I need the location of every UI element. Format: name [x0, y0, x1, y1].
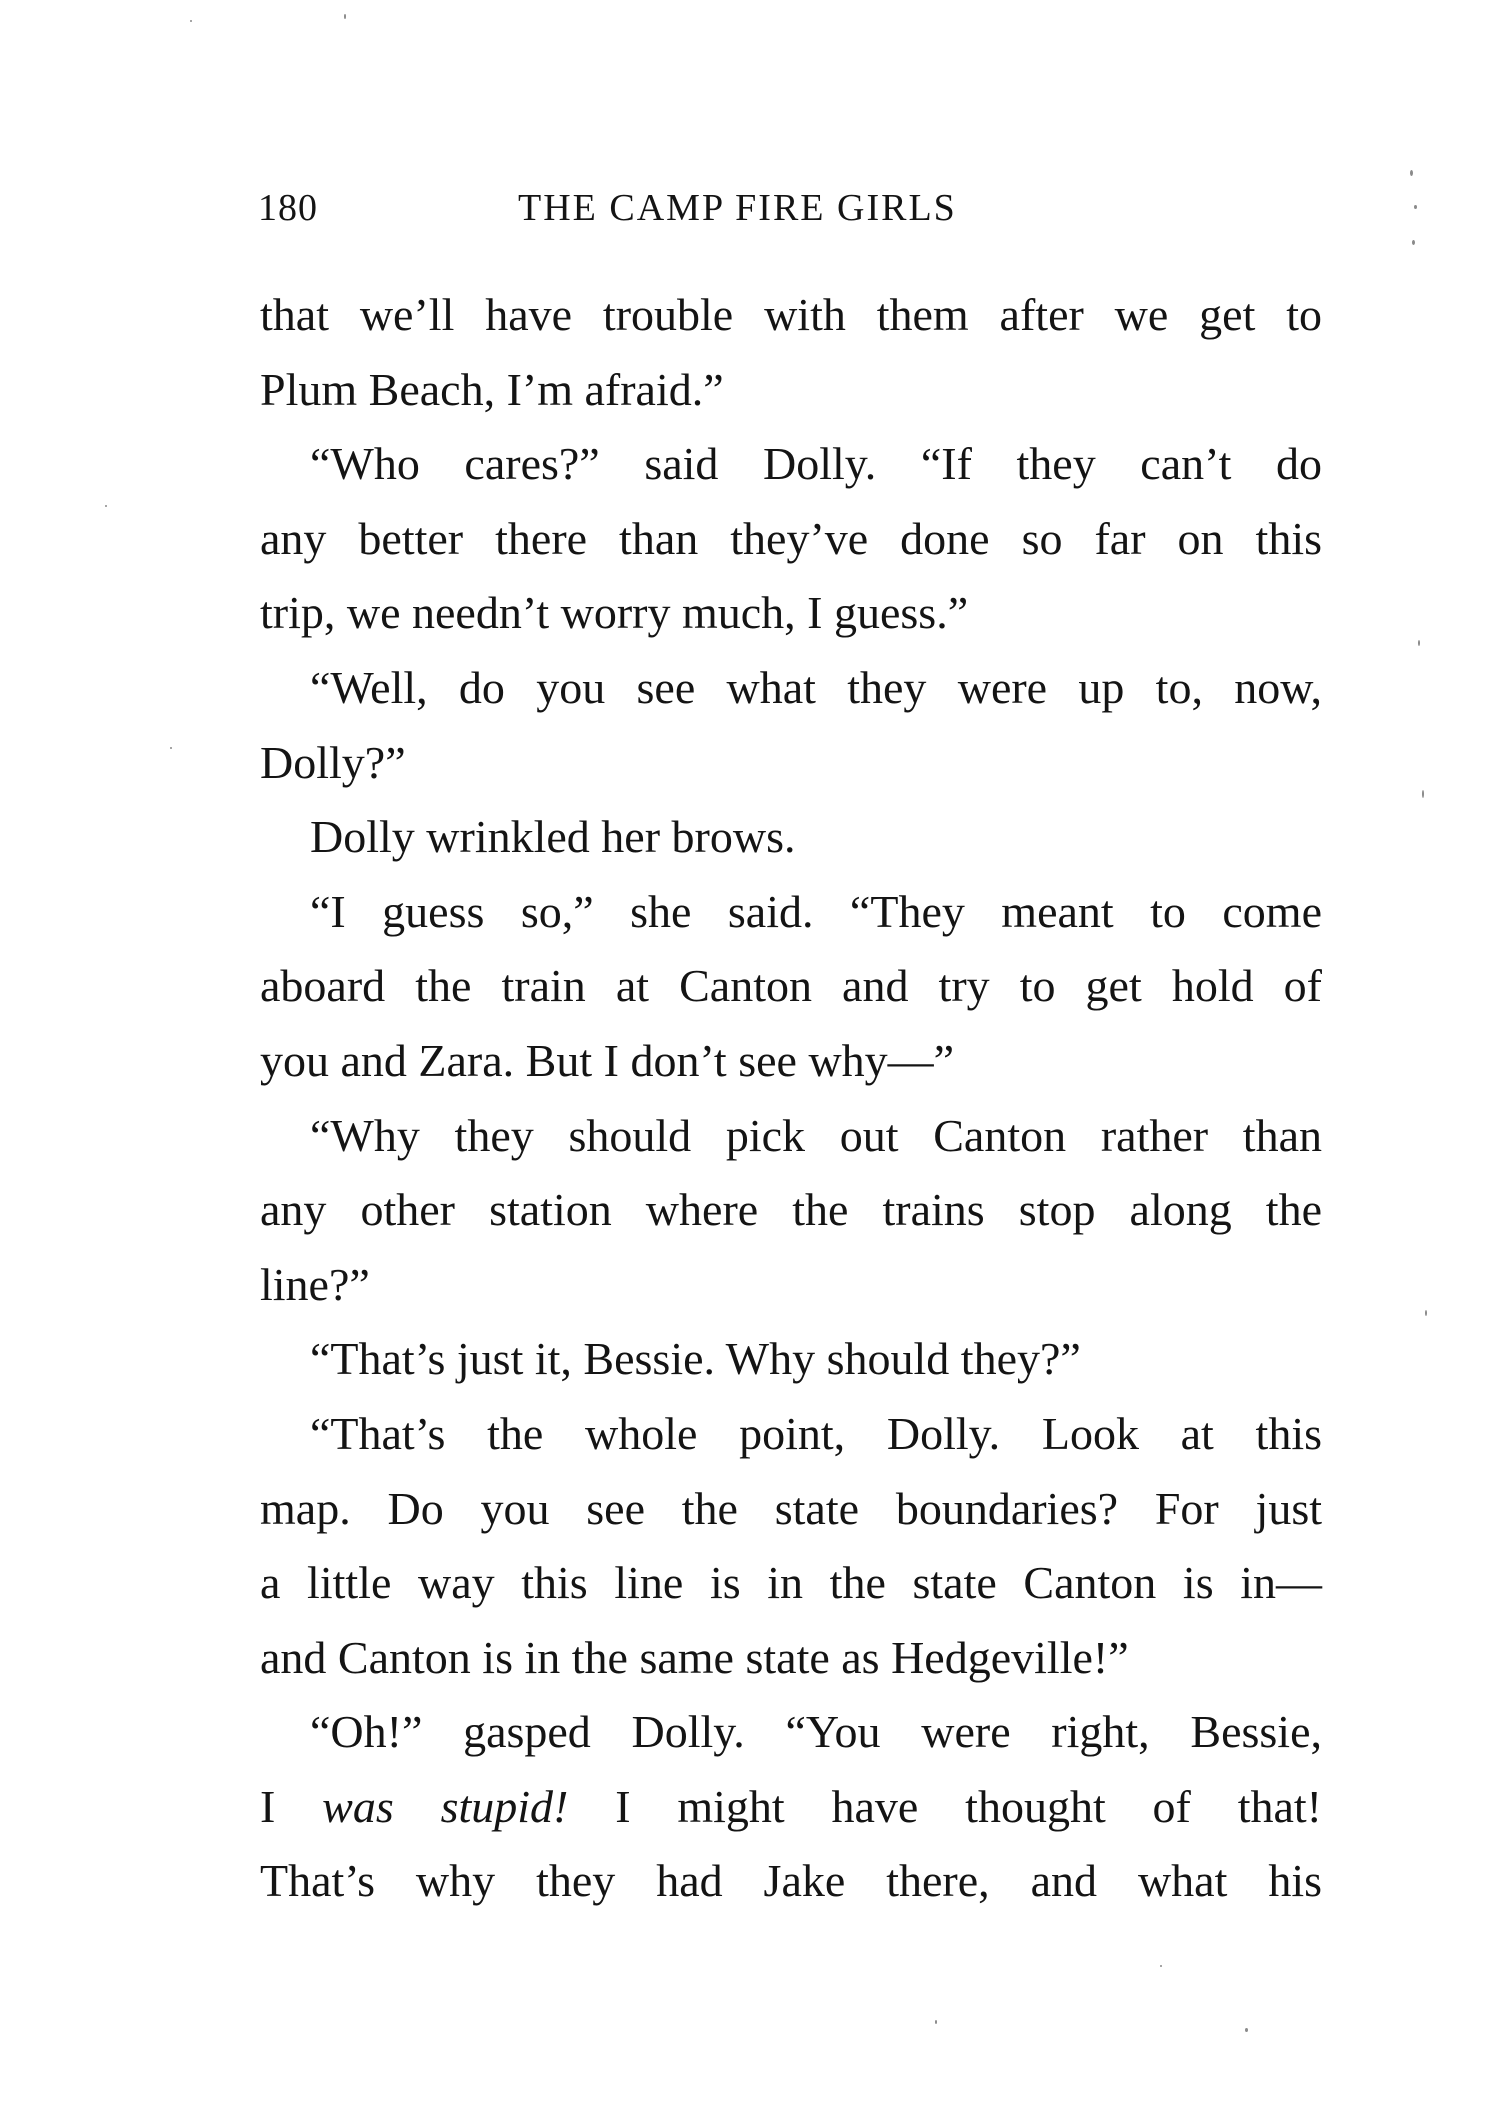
text-line-with-italic	[260, 1770, 1322, 1845]
paper-speck	[1425, 1310, 1427, 1316]
paper-speck	[1410, 170, 1413, 176]
text-line: trip, we needn’t worry much, I guess.”	[260, 587, 969, 639]
italic-text: was stupid!	[322, 1780, 569, 1832]
text-line: map. Do you see the state boundaries? For just	[260, 1482, 1322, 1534]
text-line: “I guess so,” she said. “They meant to come	[310, 885, 1322, 937]
text-line: That’s why they had Jake there, and what his	[260, 1855, 1322, 1907]
text-segment: I	[260, 1780, 323, 1832]
paper-speck	[1418, 640, 1420, 646]
paper-speck	[190, 20, 192, 22]
paper-speck	[1422, 790, 1424, 798]
text-segment: I might have thought of that!	[568, 1780, 1322, 1832]
body-text	[260, 278, 1322, 1919]
paper-speck	[344, 14, 346, 19]
book-title: THE CAMP FIRE GIRLS	[518, 187, 957, 229]
text-line: Dolly wrinkled her brows.	[310, 811, 796, 863]
text-line: “Who cares?” said Dolly. “If they can’t do	[310, 438, 1322, 490]
text-line: “Well, do you see what they were up to, now,	[310, 661, 1322, 713]
paper-speck	[1245, 2028, 1248, 2032]
page-number: 180	[258, 187, 318, 229]
text-line: “Oh!” gasped Dolly. “You were right, Bessie,	[310, 1706, 1322, 1758]
paper-speck	[1412, 240, 1415, 245]
paper-speck	[105, 505, 107, 507]
text-line: Plum Beach, I’m afraid.”	[260, 363, 724, 415]
paper-speck	[1414, 205, 1417, 209]
text-line: you and Zara. But I don’t see why—”	[260, 1034, 955, 1086]
text-line: any other station where the trains stop along the	[260, 1184, 1322, 1236]
text-line: a little way this line is in the state Canton is in—	[260, 1557, 1322, 1609]
paper-speck	[935, 2020, 937, 2024]
text-line: “Why they should pick out Canton rather than	[310, 1109, 1322, 1161]
text-line: aboard the train at Canton and try to get hold of	[260, 960, 1322, 1012]
text-line: that we’ll have trouble with them after we get to	[260, 289, 1322, 340]
text-line: line?”	[260, 1258, 370, 1310]
paper-speck	[1160, 1965, 1162, 1967]
text-line: and Canton is in the same state as Hedgeville!”	[260, 1631, 1129, 1683]
running-head	[258, 186, 1320, 246]
text-line: Dolly?”	[260, 736, 406, 788]
text-line: any better there than they’ve done so far on this	[260, 512, 1322, 564]
text-line: “That’s just it, Bessie. Why should they?”	[310, 1333, 1081, 1385]
paper-speck	[170, 747, 172, 749]
text-line: “That’s the whole point, Dolly. Look at this	[310, 1407, 1322, 1459]
